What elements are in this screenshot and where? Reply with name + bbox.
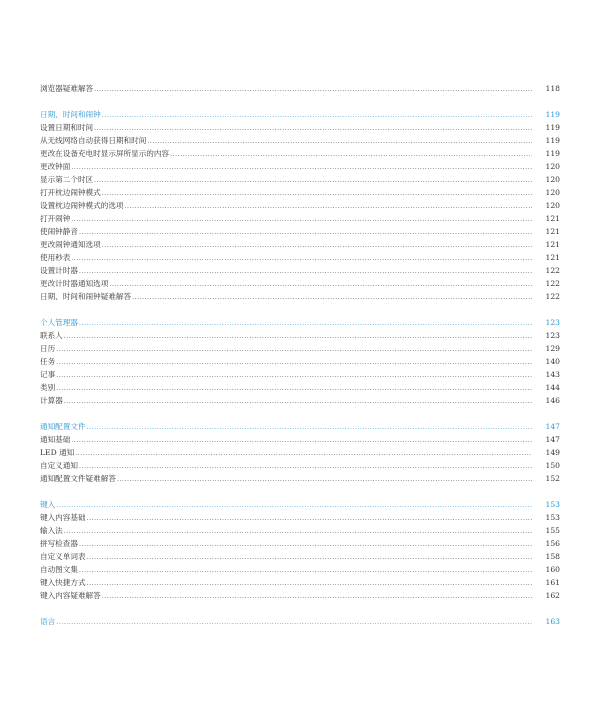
section-spacer [40, 95, 560, 108]
page-number: 120 [545, 162, 560, 171]
entry-title: 设置枕边闹钟模式的选项 [40, 201, 124, 210]
entry-title: 日历 [40, 344, 56, 353]
page-number: 143 [545, 370, 560, 379]
page-number: 144 [545, 383, 560, 392]
dot-leader [71, 434, 532, 447]
dot-leader [64, 395, 532, 408]
page-number: 140 [545, 357, 560, 366]
page-number: 146 [545, 396, 560, 405]
page-number: 147 [545, 435, 560, 444]
dot-leader [87, 512, 532, 525]
page-number: 147 [545, 422, 560, 431]
entry-title: 键入内容疑难解答 [40, 591, 101, 600]
entry-title: 打开枕边闹钟模式 [40, 188, 101, 197]
toc-entry[interactable] [40, 277, 560, 290]
page-number: 123 [545, 331, 560, 340]
dot-leader [79, 226, 532, 239]
toc-entry[interactable] [40, 433, 560, 446]
page-number: 158 [545, 552, 560, 561]
toc-entry[interactable] [40, 446, 560, 459]
dot-leader [71, 252, 532, 265]
page-number: 119 [545, 149, 560, 158]
dot-leader [87, 551, 532, 564]
toc-section-heading[interactable] [40, 316, 560, 329]
dot-leader [56, 499, 532, 512]
entry-title: 使闹钟静音 [40, 227, 78, 236]
page-number: 156 [545, 539, 560, 548]
dot-leader [94, 174, 532, 187]
page-number: 120 [545, 188, 560, 197]
entry-title: 计算器 [40, 396, 63, 405]
entry-title: 联系人 [40, 331, 63, 340]
dot-leader [56, 616, 532, 629]
page-number: 160 [545, 565, 560, 574]
dot-leader [102, 239, 532, 252]
section-title: 通知配置文件 [40, 422, 86, 431]
dot-leader [79, 564, 532, 577]
page-number: 122 [545, 266, 560, 275]
entry-title: 通知配置文件疑难解答 [40, 474, 116, 483]
toc-entry[interactable] [40, 524, 560, 537]
page-number: 121 [545, 227, 560, 236]
section-title: 日期、时间和闹钟 [40, 110, 101, 119]
page-number: 119 [545, 123, 560, 132]
entry-title: 输入法 [40, 526, 63, 535]
entry-title: 设置计时器 [40, 266, 78, 275]
toc-section-heading[interactable] [40, 420, 560, 433]
toc-entry[interactable] [40, 173, 560, 186]
entry-title: 使用秒表 [40, 253, 71, 262]
page-number: 155 [545, 526, 560, 535]
toc-entry[interactable] [40, 290, 560, 303]
toc-entry[interactable] [40, 563, 560, 576]
entry-title: 打开闹钟 [40, 214, 71, 223]
toc-entry[interactable] [40, 160, 560, 173]
section-spacer [40, 485, 560, 498]
toc-entry[interactable] [40, 264, 560, 277]
section-title: 语言 [40, 617, 56, 626]
dot-leader [102, 590, 532, 603]
toc-entry[interactable] [40, 550, 560, 563]
dot-leader [170, 148, 532, 161]
dot-leader [125, 200, 532, 213]
page-number: 152 [545, 474, 560, 483]
entry-title: 拼写检查器 [40, 539, 78, 548]
page-number: 120 [545, 201, 560, 210]
toc-entry[interactable] [40, 576, 560, 589]
page-number: 153 [545, 500, 560, 509]
dot-leader [117, 473, 532, 486]
toc-entry[interactable] [40, 212, 560, 225]
toc-entry[interactable] [40, 238, 560, 251]
page-number: 121 [545, 214, 560, 223]
dot-leader [64, 525, 532, 538]
page-number: 119 [545, 110, 560, 119]
toc-entry[interactable] [40, 82, 560, 95]
entry-title: 更改闹钟通知选项 [40, 240, 101, 249]
toc-entry[interactable] [40, 589, 560, 602]
toc-entry[interactable] [40, 199, 560, 212]
dot-leader [64, 330, 532, 343]
toc-entry[interactable] [40, 329, 560, 342]
section-spacer [40, 303, 560, 316]
page-number: 163 [545, 617, 560, 626]
dot-leader [56, 382, 532, 395]
page-number: 162 [545, 591, 560, 600]
toc-entry[interactable] [40, 186, 560, 199]
toc-entry[interactable] [40, 394, 560, 407]
page-number: 123 [545, 318, 560, 327]
toc-entry[interactable] [40, 381, 560, 394]
dot-leader [56, 369, 532, 382]
dot-leader [132, 291, 532, 304]
dot-leader [79, 317, 532, 330]
page-number: 122 [545, 279, 560, 288]
dot-leader [79, 538, 532, 551]
entry-title: 记事 [40, 370, 56, 379]
toc-entry[interactable] [40, 472, 560, 485]
section-title: 键入 [40, 500, 56, 509]
toc-entry[interactable] [40, 342, 560, 355]
page-number: 149 [545, 448, 560, 457]
dot-leader [94, 122, 532, 135]
entry-title: 类别 [40, 383, 56, 392]
entry-title: 显示第二个时区 [40, 175, 94, 184]
page-number: 119 [545, 136, 560, 145]
dot-leader [56, 356, 532, 369]
page-number: 122 [545, 292, 560, 301]
section-spacer [40, 407, 560, 420]
dot-leader [147, 135, 532, 148]
dot-leader [71, 213, 532, 226]
page-number: 121 [545, 253, 560, 262]
toc-entry[interactable] [40, 121, 560, 134]
toc-entry[interactable] [40, 511, 560, 524]
entry-title: LED 通知 [40, 448, 75, 457]
page-number: 153 [545, 513, 560, 522]
entry-title: 自定义单词表 [40, 552, 86, 561]
toc-entry[interactable] [40, 537, 560, 550]
entry-title: 浏览器疑难解答 [40, 84, 94, 93]
toc-section-heading[interactable] [40, 498, 560, 511]
toc-entry[interactable] [40, 251, 560, 264]
dot-leader [79, 265, 532, 278]
dot-leader [75, 447, 532, 460]
toc-entry[interactable] [40, 355, 560, 368]
page-number: 150 [545, 461, 560, 470]
dot-leader [102, 187, 532, 200]
entry-title: 键入快捷方式 [40, 578, 86, 587]
dot-leader [109, 278, 532, 291]
page-number: 161 [545, 578, 560, 587]
entry-title: 从无线网络自动获得日期和时间 [40, 136, 147, 145]
toc-entry[interactable] [40, 134, 560, 147]
dot-leader [79, 460, 532, 473]
toc-entry[interactable] [40, 147, 560, 160]
toc-entry[interactable] [40, 459, 560, 472]
dot-leader [87, 421, 532, 434]
dot-leader [71, 161, 532, 174]
entry-title: 自定义通知 [40, 461, 78, 470]
entry-title: 更改计时器通知选项 [40, 279, 109, 288]
toc-section-heading[interactable] [40, 615, 560, 628]
toc-entry[interactable] [40, 368, 560, 381]
entry-title: 更改钟面 [40, 162, 71, 171]
toc-section-heading[interactable] [40, 108, 560, 121]
section-spacer [40, 602, 560, 615]
entry-title: 日期、时间和闹钟疑难解答 [40, 292, 132, 301]
entry-title: 通知基础 [40, 435, 71, 444]
page-number: 129 [545, 344, 560, 353]
dot-leader [94, 83, 532, 96]
entry-title: 任务 [40, 357, 56, 366]
entry-title: 自动图文集 [40, 565, 78, 574]
page-number: 120 [545, 175, 560, 184]
dot-leader [87, 577, 532, 590]
toc-entry[interactable] [40, 225, 560, 238]
page-number: 121 [545, 240, 560, 249]
section-title: 个人管理器 [40, 318, 78, 327]
entry-title: 设置日期和时间 [40, 123, 94, 132]
entry-title: 键入内容基础 [40, 513, 86, 522]
page-number: 118 [545, 84, 560, 93]
dot-leader [56, 343, 532, 356]
table-of-contents [40, 82, 560, 628]
entry-title: 更改在设备充电时显示屏所显示的内容 [40, 149, 170, 158]
dot-leader [102, 109, 532, 122]
